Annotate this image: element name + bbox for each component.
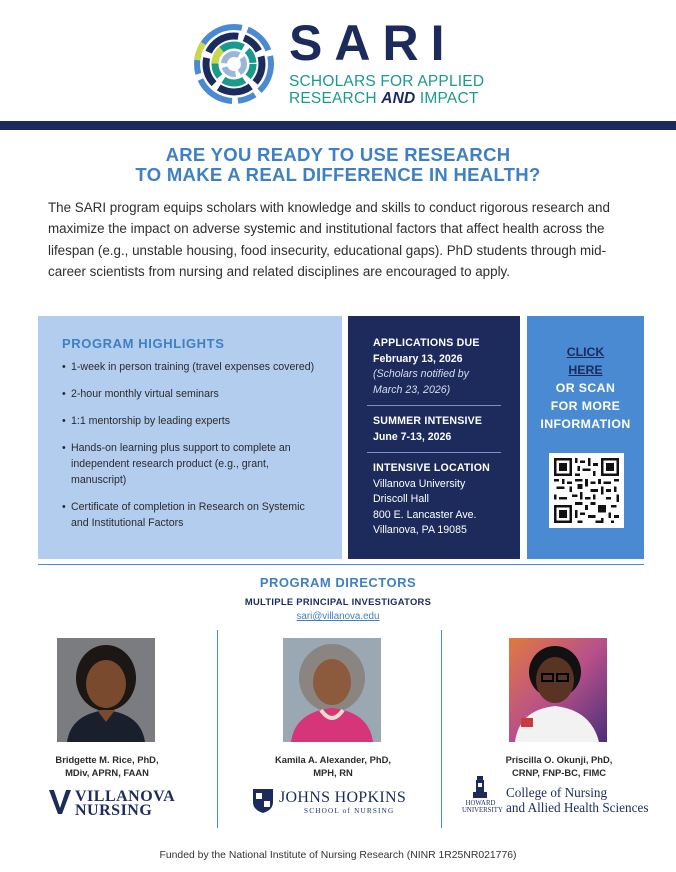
name-line: MPH, RN [313,767,353,778]
divider [367,452,501,453]
applications-due-date: February 13, 2026 [373,352,463,365]
applications-due-label: APPLICATIONS DUE [373,337,480,349]
director-photo-alexander [283,638,381,742]
sari-logo-icon [192,22,276,106]
inst-small-line: UNIVERSITY [462,807,503,814]
click-here-link[interactable] [527,344,644,379]
cta-panel [527,316,644,559]
location-line: Driscoll Hall [373,493,429,505]
header-divider [0,121,676,130]
intro-paragraph: The SARI program equips scholars with knowledge and skills to conduct rigorous research and maximize the impact on adverse systemic and institutional factors that affect health across the lifespan (e.g., unstable housing, food insecurity, educational gaps). PhD students through mid-career scientists from nursing and related disciplines are encouraged to apply. [48,200,610,280]
location-line: Villanova, PA 19085 [373,524,467,536]
tagline-line2-post: IMPACT [415,90,479,107]
highlight-item: • 2-hour monthly virtual seminars [62,386,320,402]
name-line: Kamila A. Alexander, PhD, [274,754,391,765]
location-line: Villanova University [373,477,466,490]
inst-line: College of Nursing [506,785,608,800]
scan-line: OR SCAN [555,381,616,395]
applications-panel [348,316,520,559]
summer-intensive-dates: June 7-13, 2026 [373,430,452,443]
inst-line: NURSING [75,802,153,819]
name-line: MDiv, APRN, FAAN [65,767,149,778]
program-highlights-panel [38,316,342,559]
hopkins-shield-icon [253,789,273,813]
directors-title: PROGRAM DIRECTORS [259,575,417,590]
highlight-item: • 1-week in person training (travel expenses covered) [62,359,320,375]
summer-intensive-label: SUMMER INTENSIVE [373,415,483,427]
tagline-line1: SCHOLARS FOR APPLIED [289,73,485,90]
header [0,0,676,121]
inst-line: SCHOOL of NURSING [304,807,395,815]
villanova-v-icon [49,790,71,814]
name-line: CRNP, FNP-BC, FIMC [511,767,607,778]
directors-email-link[interactable]: sari@villanova.edu [296,611,380,622]
click-label: CLICK [566,345,605,359]
highlight-item: • Hands-on learning plus support to complete an independent research product (e.g., grant, manuscript) [62,440,320,488]
highlights-title: PROGRAM HIGHLIGHTS [62,336,225,351]
scan-text [527,379,644,433]
inst-line: VILLANOVA [75,788,176,805]
director-name-rice [7,753,207,779]
name-line: Priscilla O. Okunji, PhD, [505,754,613,765]
headline-line1: ARE YOU READY TO USE RESEARCH [165,144,511,165]
director-photo-rice [57,638,155,742]
tagline-and: AND [381,90,416,107]
director-photo-okunji [509,638,607,742]
divider [367,405,501,406]
tagline-line2-pre: RESEARCH [289,90,382,107]
director-name-alexander [233,753,433,779]
scan-line: FOR MORE [550,399,621,413]
highlight-item: • Certificate of completion in Research on Systemic and Institutional Factors [62,499,320,531]
column-divider [441,630,442,828]
applications-note: (Scholars notified by March 23, 2026) [373,368,469,396]
inst-line: JOHNS HOPKINS [279,789,407,806]
directors-subtitle: MULTIPLE PRINCIPAL INVESTIGATORS [244,596,432,607]
headline-line2: TO MAKE A REAL DIFFERENCE IN HEALTH? [135,164,541,185]
headline [0,145,676,185]
brand-name: SARI [289,15,457,71]
brand-tagline [289,73,484,107]
qr-code-icon[interactable] [549,453,624,528]
name-line: Bridgette M. Rice, PhD, [55,754,159,765]
funding-footer: Funded by the National Institute of Nursing Research (NINR 1R25NR021776) [159,850,517,861]
howard-university-logo [462,776,662,820]
intensive-location-label: INTENSIVE LOCATION [373,462,490,474]
highlight-item: • 1:1 mentorship by leading experts [62,413,320,429]
highlights-list [62,359,320,531]
inst-small-line: HOWARD [465,800,496,807]
here-label: HERE [568,362,603,377]
location-line: 800 E. Lancaster Ave. [373,508,477,521]
inst-line: and Allied Health Sciences [506,800,649,815]
scan-line: INFORMATION [540,417,631,431]
howard-tower-icon [473,776,487,798]
section-divider [38,564,644,565]
column-divider [217,630,218,828]
